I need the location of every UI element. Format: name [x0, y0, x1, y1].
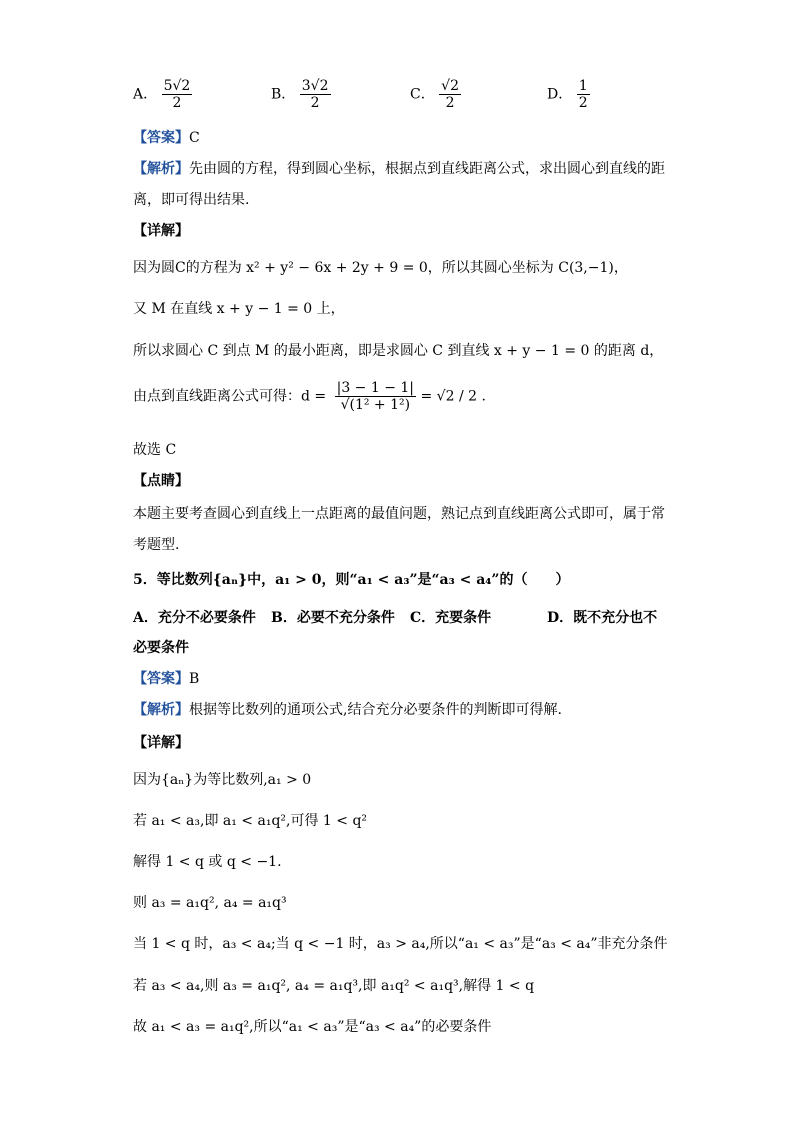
- q4-analysis-line: [133, 159, 665, 179]
- q5-detail-line: [133, 770, 311, 790]
- detail-text: 因为圆C的方程为 x² + y² − 6x + 2y + 9 = 0，所以其圆心坐标为 C(3,−1)，: [133, 260, 628, 276]
- q4-option-b: [271, 78, 331, 111]
- q5-detail-line: [133, 893, 287, 913]
- option-label: B．必要不充分条件: [271, 610, 395, 626]
- q4-note-line-2: [133, 535, 179, 555]
- formula-prefix: 由点到直线距离公式可得：d =: [133, 388, 327, 405]
- detail-text: 解得 1 < q 或 q < −1.: [133, 854, 282, 870]
- detail-text: 又 M 在直线 x + y − 1 = 0 上，: [133, 301, 345, 317]
- analysis-tag: 【解析】: [133, 702, 189, 718]
- answer-tag: 【答案】: [133, 671, 189, 687]
- q5-detail-line: [133, 934, 668, 954]
- analysis-text: 离，即可得出结果.: [133, 192, 250, 208]
- q4-conclusion: [133, 440, 176, 460]
- note-text: 本题主要考查圆心到直线上一点距离的最值问题，熟记点到直线距离公式即可，属于常: [133, 506, 665, 522]
- fraction-denominator: 2: [172, 95, 182, 111]
- option-label: B．: [271, 86, 296, 103]
- q5-option-b: [271, 607, 395, 627]
- fraction-numerator: 3√2: [301, 78, 329, 94]
- q5-option-d-continued: [133, 638, 189, 658]
- q5-detail-tag: [133, 733, 189, 753]
- q4-option-d: [547, 78, 590, 111]
- detail-tag: 【详解】: [133, 223, 189, 239]
- q5-answer-line: [133, 669, 199, 689]
- question-stem: 5．等比数列{aₙ}中，a₁ > 0，则“a₁ < a₃”是“a₃ < a₄”的（ ）: [133, 572, 570, 588]
- q5-option-c: [410, 607, 491, 627]
- fraction-numerator: 5√2: [163, 78, 191, 94]
- fraction-denominator: √(1² + 1²): [340, 397, 411, 413]
- q5-option-a: [133, 607, 256, 627]
- detail-tag: 【详解】: [133, 735, 189, 751]
- answer-tag: 【答案】: [133, 130, 189, 146]
- analysis-text: 先由圆的方程，得到圆心坐标，根据点到直线距离公式，求出圆心到直线的距: [189, 161, 665, 177]
- answer-value: B: [189, 671, 200, 687]
- option-fraction: [300, 78, 331, 111]
- fraction-denominator: 2: [310, 95, 320, 111]
- conclusion-text: 故选 C: [133, 442, 177, 458]
- note-text: 考题型.: [133, 537, 180, 553]
- q4-option-a: [133, 78, 192, 111]
- option-label: A．充分不必要条件: [133, 610, 256, 626]
- option-fraction: [162, 78, 193, 111]
- formula-result: = √2 / 2 .: [420, 388, 486, 405]
- fraction-numerator: |3 − 1 − 1|: [336, 380, 415, 396]
- distance-fraction: [335, 380, 416, 413]
- option-label-continued: 必要条件: [133, 640, 189, 656]
- option-label: D．既不充分也不: [547, 610, 658, 626]
- detail-text: 故 a₁ < a₃ = a₁q²,所以“a₁ < a₃”是“a₃ < a₄”的必要条件: [133, 1019, 492, 1035]
- q4-detail-line-2: [133, 299, 345, 319]
- fraction-numerator: √2: [441, 78, 459, 94]
- fraction-denominator: 2: [578, 95, 588, 111]
- q4-detail-line-3: [133, 341, 663, 361]
- q5-analysis-line: [133, 700, 562, 720]
- q4-note-tag: [133, 471, 189, 491]
- option-fraction: [439, 78, 461, 111]
- fraction-denominator: 2: [445, 95, 455, 111]
- q4-detail-line-1: [133, 258, 628, 278]
- analysis-text: 根据等比数列的通项公式,结合充分必要条件的判断即可得解.: [189, 702, 562, 718]
- option-label: C．: [410, 86, 435, 103]
- analysis-tag: 【解析】: [133, 161, 189, 177]
- detail-text: 因为{aₙ}为等比数列,a₁ > 0: [133, 772, 312, 788]
- q5-option-d: [547, 607, 657, 627]
- q4-option-c: [410, 78, 461, 111]
- option-label: D．: [547, 86, 573, 103]
- option-label: A．: [133, 86, 158, 103]
- detail-text: 若 a₃ < a₄,则 a₃ = a₁q², a₄ = a₁q³,即 a₁q² < a₁q³,解得 1 < q: [133, 978, 535, 994]
- q5-detail-line: [133, 811, 367, 831]
- option-fraction: [577, 78, 590, 111]
- q4-detail-line-4: [133, 380, 486, 413]
- q4-note-line-1: [133, 504, 665, 524]
- note-tag: 【点睛】: [133, 473, 189, 489]
- q5-detail-line: [133, 1017, 491, 1037]
- fraction-numerator: 1: [578, 78, 588, 94]
- q4-answer-line: [133, 128, 200, 148]
- q5-detail-line: [133, 852, 282, 872]
- detail-text: 所以求圆心 C 到点 M 的最小距离，即是求圆心 C 到直线 x + y − 1 = 0 的距离 d，: [133, 343, 664, 359]
- detail-text: 若 a₁ < a₃,即 a₁ < a₁q²,可得 1 < q²: [133, 813, 368, 829]
- q4-analysis-line-2: [133, 190, 249, 210]
- detail-text: 当 1 < q 时，a₃ < a₄;当 q < −1 时，a₃ > a₄,所以“a₁ < a₃”是“a₃ < a₄”非充分条件: [133, 936, 668, 952]
- detail-text: 则 a₃ = a₁q², a₄ = a₁q³: [133, 895, 287, 911]
- q5-stem: [133, 570, 570, 590]
- option-label: C．充要条件: [410, 610, 492, 626]
- q5-detail-line: [133, 976, 534, 996]
- answer-value: C: [189, 130, 200, 146]
- q4-detail-tag: [133, 221, 189, 241]
